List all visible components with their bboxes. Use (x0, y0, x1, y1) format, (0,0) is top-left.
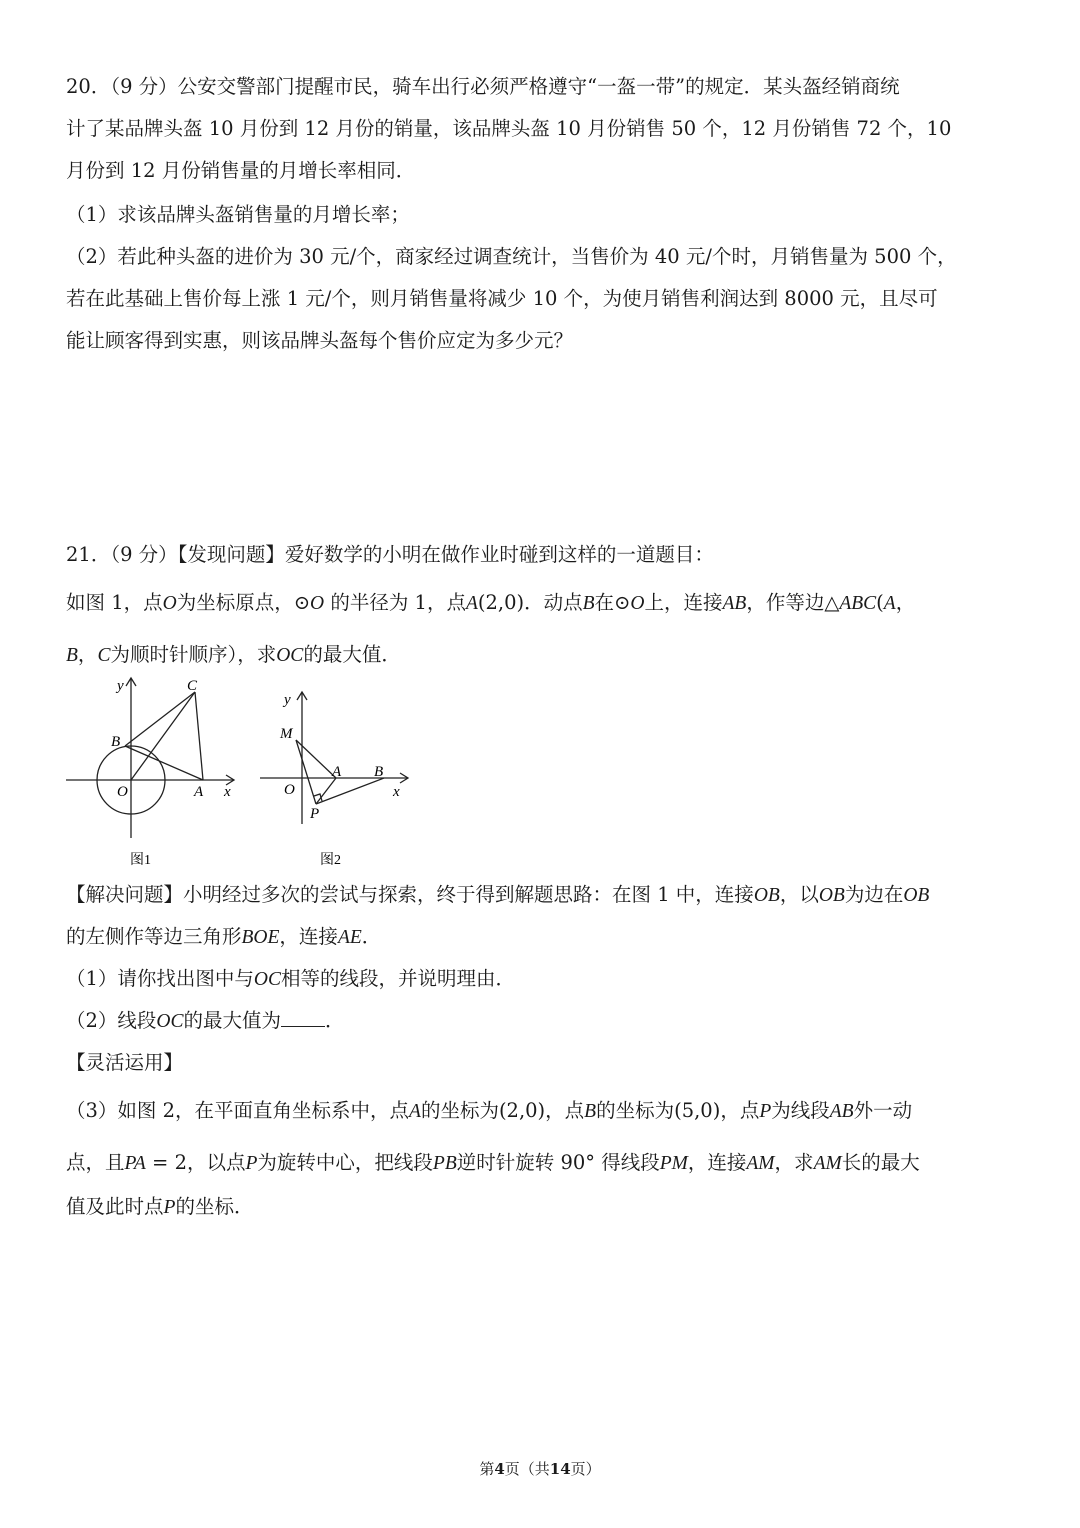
q21-part-2: （2）线段OC的最大值为 ． (66, 1009, 345, 1032)
fig2-x-label: x (393, 784, 400, 800)
fig1-b-label: B (111, 734, 121, 750)
q21-solve-line-2: 的左侧作等边三角形BOE，连接AE． (66, 925, 382, 948)
fig1-x-label: x (224, 784, 231, 800)
q21-part-3-line-1: （3）如图 2，在平面直角坐标系中，点A的坐标为(2,0)，点B的坐标为(5,0)，点P为线段AB外一动 (66, 1099, 913, 1122)
fig1-segment-ca (195, 692, 203, 780)
q20-part-2-line-3: 能让顾客得到实惠，则该品牌头盔每个售价应定为多少元？ (66, 329, 574, 352)
q20-line-2: 计了某品牌头盔 10 月份到 12 月份的销量，该品牌头盔 10 月份销售 50 个，12 月份销售 72 个，10 (66, 117, 952, 140)
q20-line-3: 月份到 12 月份销售量的月增长率相同． (66, 159, 416, 182)
q20-part-1: （1）求该品牌头盔销售量的月增长率； (66, 203, 410, 226)
fig1-segment-bc (125, 692, 195, 746)
answer-blank (281, 1008, 325, 1027)
q20-part-2-line-1: （2）若此种头盔的进价为 30 元/个，商家经过调查统计，当售价为 40 元/个时，月销售量为 500 个， (66, 245, 957, 268)
fig1-caption: 图1 (130, 853, 151, 868)
q20-part-2-line-2: 若在此基础上售价每上涨 1 元/个，则月销售量将减少 10 个，为使月销售利润达到 8000 元，且尽可 (66, 287, 938, 310)
q21-part-3-line-2: 点，且PA = 2，以点P为旋转中心，把线段PB逆时针旋转 90° 得线段PM，连接AM，求AM长的最大 (66, 1151, 920, 1174)
page-footer: 第4页（共14页） (479, 1460, 601, 1478)
fig1-c-label: C (187, 678, 198, 694)
figure-1 (62, 668, 242, 873)
fig2-y-label: y (284, 692, 291, 708)
fig1-o-label: O (117, 784, 128, 800)
q21-line-3: B，C为顺时针顺序），求OC的最大值． (66, 643, 401, 666)
q21-solve-line-1: 【解决问题】小明经过多次的尝试与探索，终于得到解题思路：在图 1 中，连接OB，以OB为边在OB (66, 883, 930, 906)
fig2-a-label: A (332, 764, 342, 780)
q21-line-1: 21．（9 分）【发现问题】爱好数学的小明在做作业时碰到这样的一道题目： (66, 543, 714, 566)
q21-flexible-use-heading: 【灵活运用】 (66, 1051, 184, 1074)
fig2-p-label: P (310, 806, 320, 822)
q21-part-1: （1）请你找出图中与OC相等的线段，并说明理由． (66, 967, 516, 990)
q21-line-2: 如图 1，点O为坐标原点，⊙O 的半径为 1，点A(2,0)．动点B在⊙O上，连接AB，作等边△ABC(A， (66, 591, 916, 614)
fig2-m-label: M (280, 726, 293, 742)
q20-line-1: 20．（9 分）公安交警部门提醒市民，骑车出行必须严格遵守“一盔一带”的规定．某头盔经销商统 (66, 75, 900, 98)
q21-part-3-line-3: 值及此时点P的坐标． (66, 1195, 254, 1218)
fig2-b-label: B (374, 764, 384, 780)
fig1-y-label: y (117, 678, 124, 694)
fig2-caption: 图2 (320, 853, 341, 868)
fig1-a-label: A (194, 784, 204, 800)
fig2-o-label: O (284, 782, 295, 798)
figure-2 (256, 686, 416, 873)
